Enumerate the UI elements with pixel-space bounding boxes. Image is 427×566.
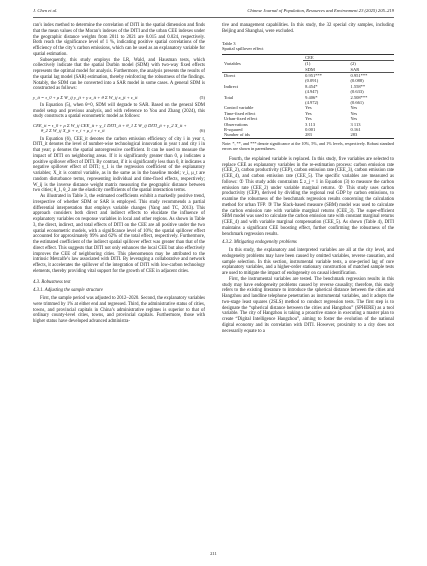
paragraph: As illustrated in Table 3, the estimated coefficients exhibit a markedly positive trend, irrespective of whether SDM or SAR is employed. This study recommends a partial differential interpretation that employs variable changes (Yang and TC, 2013). This approach considers both direct and indirect effects to elucidate the influence of explanatory variables on response variables in local and other regions. As shown in Table 3, the direct, indirect, and total effects of DITI on the CEE are all positive under the two spatial econometric models, with a significance level of 10%; the spatial spillover effect accounted for approximately 99% and 62% of the total effect, respectively. Furthermore, the estimated coefficient of the indirect spatial spillover effect was greater than that of the direct effect. This suggests that DITI not only enhances the local CEE but also effectively improves the CEE of neighboring cities. This phenomenon may be attributed to the intrinsic Metcalfe’s law associated with DITI. By leveraging a collaborative and network effects, it accelerates the spillover of the integration of DITI with low-carbon technology elements, thereby providing vital support for the growth of CEE in adjacent cities. <box>33 194 205 274</box>
table-cell: Yes <box>305 116 312 122</box>
table-row <box>222 132 394 138</box>
equation-6 <box>33 123 205 135</box>
table-body <box>222 72 394 138</box>
table-subtitle: Spatial spillover effect <box>222 46 264 52</box>
table-title: Table 3 <box>222 40 236 46</box>
subsection-heading: 4.3.1. Adjusting the sample structure <box>33 288 103 294</box>
paragraph: Subsequently, this study employs the LR, Wald, and Hausman tests, which collectively indicate that the spatial Durbin model (SDM) with two-way fixed effects represents the optimal model for analysis. Furthermore, the analysis presents the results of the spatial lag model (SAR) estimation, thereby reinforcing the robustness of the findings. Notably, the SDM can be converted into a SAR model in some cases. A general SDM is constructed as follows: <box>33 57 205 92</box>
running-header-authors: J. Chen et al. <box>33 8 58 13</box>
column-number: (1) <box>303 61 348 67</box>
table-cell: (0.088) <box>350 78 364 84</box>
table-cell: 8.454* <box>305 83 318 89</box>
table-cell: 9.406* <box>305 94 318 100</box>
right-column <box>222 23 394 334</box>
row-label: Time-fixed effect <box>224 110 256 116</box>
paragraph: ran’s index method to determine the correlation of DITI in the spatial dimension and finds that the mean values of the Moran’s indexes of the DITI and the urban CEE indexes under the geographic distance weights from 2011 to 2021 are 0.015 and 0.024, respectively. Both reach the significance level of 1 %, indicating positive spatial correlations of the efficiency of the city’s carbon emissions, which can be used as an explanatory variable for spatial estimation. <box>33 23 205 57</box>
table-cell: 3 113 <box>350 121 361 127</box>
row-label: Observations <box>224 121 248 127</box>
paragraph: Fourth, the explained variable is replaced. In this study, five variables are selected to replace CEE as explanatory variables in the re-estimation process: carbon emission rate (CEE_2), carbon productivity (CEP), carbon emission rate (CEE_3), carbon emission rate (CEE_4), and carbon emission rate (CEE_5). The specific variables are measured as follows: ① This study adds constraints Σ z_j = 1 in Equation (3) to measure the carbon emission rate (CEE_2) under variable marginal returns. ② This study uses carbon productivity (CEP), derived by dividing the regional real GDP by carbon emissions, to examine the robustness of the benchmark regression results concerning the calculation method for urban TFP. ③ The Slack-based measure (SBM) model was used to calculate the carbon emission rate with variable marginal returns (CEE_3). The super-efficient SBM model was used to calculate the carbon emission rate with constant marginal returns (CEE_4) and with variable marginal compensation (CEE_5). As shown (Table 4), DITI maintains a significant CEE boosting effect, further confirming the robustness of the benchmark regression results. <box>222 156 394 237</box>
table-cell: 0.951*** <box>305 72 322 78</box>
paragraph: tive and management capabilities. In this study, the 32 special city samples, including Beijing and Shanghai, were excluded. <box>222 23 394 34</box>
table-cell: 1.558** <box>350 83 366 89</box>
running-header-journal: Chinese Journal of Population, Resources and Environment 23 (2025) 205–219 <box>247 8 394 13</box>
table-cell: Yes <box>305 110 312 116</box>
paragraph: First, the sample period was adjusted to 2012–2020. Second, the explanatory variables were trimmed by 1% at either end and regressed. Third, the administrative status of cities, towns, and provincial capitals in China’s administrative regimes is superior to that of ordinary county-level cities, towns, and provincial capitals. Furthermore, those with higher status have developed advanced administra- <box>33 296 205 324</box>
equation-5 <box>33 95 205 101</box>
table-note: Note: *, **, and *** denote significance at the 10%, 5%, and 1% levels, respectively. Robust standard errors are shown in parentheses. <box>222 140 394 151</box>
dependent-variable-header: CEE <box>305 54 314 60</box>
equation-number: (5) <box>199 94 205 100</box>
page-number: 211 <box>210 551 217 556</box>
table-cell: 0.951*** <box>350 72 368 78</box>
row-label: R-squared <box>224 126 243 132</box>
table-cell: 0.161 <box>350 126 361 132</box>
left-column <box>33 23 205 325</box>
table-cell: Yes <box>350 110 358 116</box>
spillover-table <box>222 54 394 139</box>
row-label: Number of ids <box>224 132 250 138</box>
table-cell: (0.091) <box>305 78 319 84</box>
table-cell: (0.661) <box>350 99 364 105</box>
table-cell: Yes <box>305 105 312 111</box>
section-heading: 4.3. Robustness test <box>33 279 71 285</box>
table-cell: Yes <box>350 116 358 122</box>
table-cell: 283 <box>305 132 312 138</box>
equation-line: CEE_it = τ_0 + ρ Σ W_ij CEE_it + γ_1 DITI_it + θ_1 Σ W_ij DITI_jt + γ_2 X_it + <box>33 122 187 128</box>
equation-body: y_it = τ_0 + ρ Σ W_ij y_jt + γ x_it + θ Σ W_ij x_jt + ε_it <box>33 94 138 100</box>
column-model: SDM <box>305 66 315 72</box>
table-cell: 2.508*** <box>350 94 368 100</box>
header-rule <box>33 17 394 18</box>
table-cell: (4.947) <box>305 89 319 95</box>
column-model: SAR <box>350 66 360 72</box>
equation-number: (6) <box>199 128 205 134</box>
table-cell: (0.633) <box>350 89 364 95</box>
row-label: Direct <box>224 72 236 78</box>
paragraph: In this study, the explanatory and interpreted variables are all at the city level, and endogeneity problems may have been caused by omitted variables, reverse causation, and sample selection. In this section, instrumental variable tests, a one-period lag of core explanatory variables, and a higher-order stationary construction of matched sample tests are used to mitigate the impact of endogeneity on causal identification. <box>222 248 394 277</box>
row-label: Total <box>224 94 234 100</box>
table-cell: (4.972) <box>305 99 319 105</box>
row-header: Variables <box>224 60 241 66</box>
equation-line: θ_2 Σ W_ij X_jt + ν_i + μ_t + ε_it <box>41 128 105 134</box>
table-cell: Yes <box>350 105 358 111</box>
paragraph: First, the instrumental variables are tested. The benchmark regression results in this study may have endogeneity problems caused by reverse causality; therefore, this study refers to the existing literature to introduce the spherical distance between the cities and Hangzhou and landline telephone penetration as instrumental variables, and it adopts the two-stage least squares (2SLS) method to conduct regression tests. The first step is to designate the “spherical distance between the cities and Hangzhou” (SPHERE) as a tool variable. The city of Hangzhou is taking a proactive stance in executing a master plan to create “Digital Intelligence Hangzhou”, aiming to foster the evolution of the national digital economy and its correlation with DITI. However, proximity to a city does not necessarily equate to a <box>222 276 394 334</box>
row-label: Control variable <box>224 105 254 111</box>
paragraph: In Equation (6), CEE_it denotes the carbon emission efficiency of city i in year t, DITI_it denotes the level of number-wise technological innovation in year t and city i in that year; ρ denotes the spatial autoregressive coefficient. It can be used to measure the impact of DITI on neighboring areas. If it is significantly greater than 0, ρ indicates a positive spillover effect of DITI. By contrast, if it is significantly less than 0, it indicates a negative spillover effect of DITI; γ_1 is the regression coefficient of the explanatory variables; X_it is control variable, as in the same as in the baseline model; ν_i, μ_t are random disturbance terms, representing individual and time-fixed effects, respectively; W_ij is the inverse distance weight matrix measuring the geographic distance between two cities; θ_1, θ_2 are the elasticity coefficients of the spatial interaction terms. <box>33 136 205 194</box>
table-cell: 283 <box>350 132 358 138</box>
row-label: Urban-fixed effect <box>224 116 258 122</box>
column-number: (2) <box>349 61 394 67</box>
table-cell: 3 113 <box>305 121 316 127</box>
paragraph: In Equation (5), when θ=0, SDM will degrade to SAR. Based on the general SDM model setup and previous analysis, and with reference to You and Zhang (2024), this study constructs a spatial econometric model as follows: <box>33 102 205 120</box>
table-cell: 0.001 <box>305 126 316 132</box>
row-label: Indirect <box>224 83 238 89</box>
subsection-heading: 4.3.2. Mitigating endogeneity problems <box>222 240 297 246</box>
